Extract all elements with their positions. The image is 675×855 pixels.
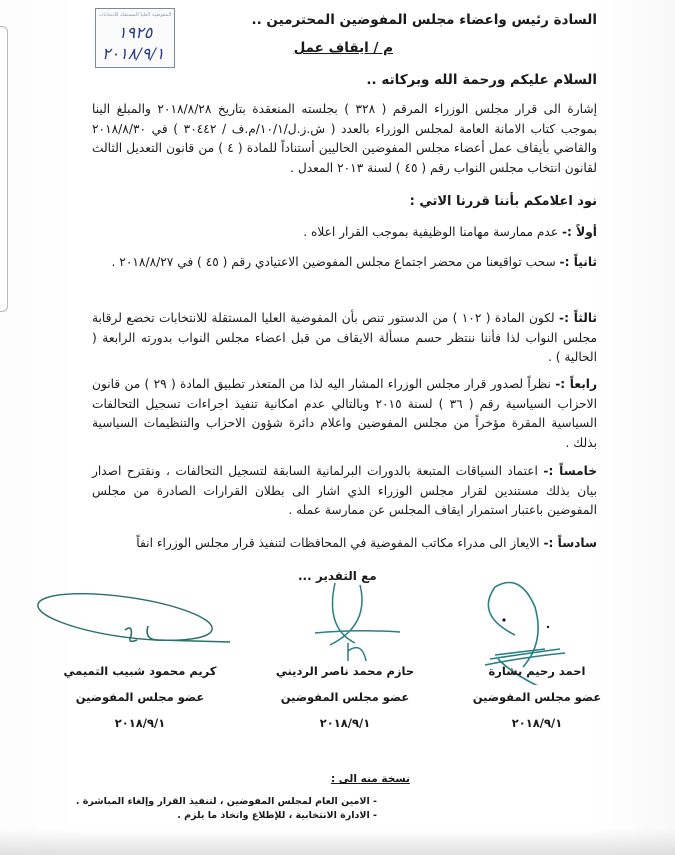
signatory-name: كريم محمود شبيب التميمي [63, 664, 217, 678]
subject: م / ايقاف عمل [293, 40, 393, 56]
stamp-date: ٢٠١٨/٩/١ [102, 44, 165, 63]
decision-item-5 [92, 462, 597, 521]
signature-3-scribble [30, 590, 230, 660]
copy-to-item: - الادارة الانتخابية ، للإطلاع واتخاذ ما يلزم . [76, 809, 377, 823]
decision-item-4 [92, 375, 597, 453]
item-label: خامساً :- [543, 464, 598, 478]
copy-to-heading: نسخة منه الى : [330, 773, 410, 785]
signatory-role: عضو مجلس المفوضين [75, 690, 205, 704]
side-frame [0, 26, 8, 312]
addressee: السادة رئيس واعضاء مجلس المفوضين المحترمين .. [251, 12, 597, 28]
item-text: نظراً لصدور قرار مجلس الوزراء المشار اليه لذا من المتعذر تطبيق المادة ( ٢٩ ) من قانون الاحزاب السياسية رقم ( ٣٦ ) لسنة ٢٠١٥ وبالتالي عدم امكانية تنفيذ اجراءات تسجيل التحالفات السياسية المقرة مؤخراً من مجلس المفوضين واعلام دائرة شؤون الاحزاب والتنظيمات السياسية بذلك . [92, 377, 597, 450]
closing-regards: مع التقدير ... [298, 569, 377, 583]
copy-to-item: - الامين العام لمجلس المفوضين ، لتنفيذ القرار وإلغاء المباشرة . [76, 795, 377, 809]
signatory-3 [55, 664, 225, 730]
signatory-date: ٢٠١٨/٩/١ [114, 716, 166, 730]
notify-line: نود اعلامكم بأننا قررنا الاتي : [409, 194, 597, 209]
stamp-header: المفوضية العليا المستقلة للانتخابات [98, 12, 172, 18]
item-text: لكون المادة ( ١٠٢ ) من الدستور تنص بأن المفوضية العليا المستقلة للانتخابات تخضع لرقابة مجلس النواب لذا فأننا ننتظر حسم مسألة الايقاف من قبل اعضاء مجلس النواب بدورته الرابعة ( الحالية ) . [92, 311, 597, 364]
item-label: ثالثاً :- [559, 311, 598, 325]
item-text: سحب تواقيعنا من محضر اجتماع مجلس المفوضين الاعتيادي رقم ( ٤٥ ) في ٢٠١٨/٨/٢٧ . [111, 255, 556, 269]
signatory-date: ٢٠١٨/٩/١ [319, 716, 371, 730]
signature-2-scribble [300, 575, 410, 670]
signatory-1 [452, 664, 622, 730]
signatory-name: حازم محمد ناصر الرديني [275, 664, 415, 678]
item-label: أولاً :- [561, 225, 597, 239]
decision-item-6 [92, 534, 597, 554]
intro-paragraph: إشارة الى قرار مجلس الوزراء المرقم ( ٣٢٨ ) بجلسته المنعقدة بتاريخ ٢٠١٨/٨/٢٨ والمبلغ الينا بموجب كتاب الامانة العامة لمجلس الوزراء بالعدد ( ش.ز.ل/١٠/١/م.ف / ٣٠٤٤٢ ) في ٢٠١٨/٨/٣٠ والقاضي بأيقاف عمل أعضاء مجلس المفوضين الحاليين أستناداً للمادة ( ٤ ) من قانون التعديل الثالث لقانون انتخاب مجلس النواب رقم ( ٤٥ ) لسنة ٢٠١٣ المعدل . [92, 102, 598, 175]
received-stamp [95, 8, 175, 68]
item-text: الايعاز الى مدراء مكاتب المفوضية في المحافظات لتنفيذ قرار مجلس الوزراء انفاً [136, 536, 540, 550]
item-label: ثانياً :- [559, 255, 597, 269]
bottom-overlay [0, 830, 675, 855]
signatory-name: احمد رحيم بشارة [488, 664, 586, 678]
decision-item-1 [92, 223, 597, 243]
signatory-2 [260, 664, 430, 730]
signatory-date: ٢٠١٨/٩/١ [511, 716, 563, 730]
greeting: السلام عليكم ورحمة الله وبركاته .. [366, 72, 597, 88]
item-label: سادساً :- [543, 536, 597, 550]
item-label: رابعاً :- [555, 377, 597, 391]
copy-to-list [76, 795, 377, 823]
signatory-role: عضو مجلس المفوضين [472, 690, 602, 704]
item-text: اعتماد السياقات المتبعة بالدورات البرلمانية السابقة لتسجيل التحالفات ، ونقترح اصدار بيان بذلك مستندين لقرار مجلس الوزراء الذي اشار الى بطلان القرارات الصادرة من مجلس المفوضين باعتبار استمرار ايقاف المجلس عن ممارسة عمله . [92, 464, 597, 517]
decision-item-2 [92, 253, 597, 273]
signatory-role: عضو مجلس المفوضين [280, 690, 410, 704]
decision-item-3 [92, 309, 597, 368]
stamp-number: ١٩٢٥ [118, 23, 153, 42]
item-text: عدم ممارسة مهامنا الوظيفية بموجب القرار اعلاه . [303, 225, 559, 239]
